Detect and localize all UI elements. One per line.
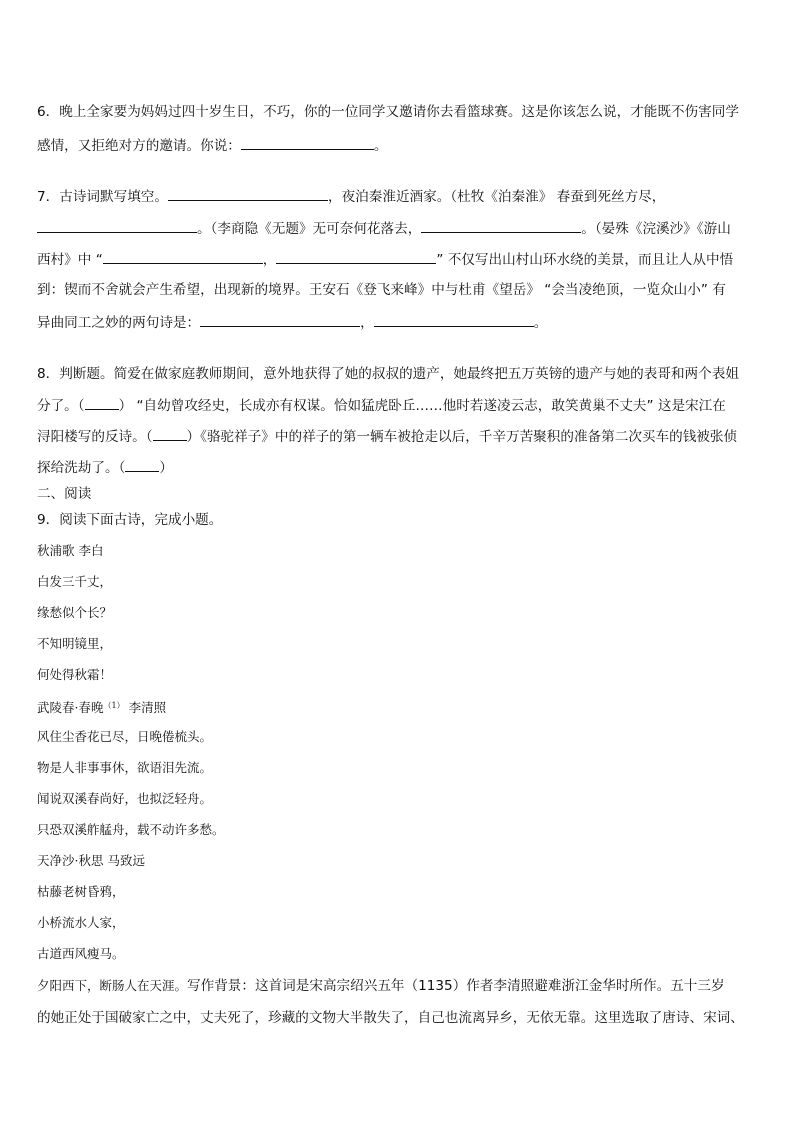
q7-text: ” 不仅写出山村山环水绕的美景，而且让人从中悟: [436, 252, 734, 268]
q7-line5: [37, 313, 759, 331]
answer-blank[interactable]: [241, 136, 374, 150]
q8-text: ）: [159, 460, 173, 476]
poem-title: 天净沙·秋思 马致远: [37, 853, 145, 868]
answer-blank[interactable]: [276, 250, 436, 264]
poem-line: 闻说双溪春尚好，也拟泛轻舟。: [37, 791, 213, 806]
poem-title-text: 武陵春·春晚: [37, 700, 104, 715]
poem-line: 缘愁似个长？: [37, 605, 113, 620]
answer-blank[interactable]: [168, 187, 328, 201]
q7-line1: [37, 187, 759, 205]
footnote-marker: （1）: [103, 701, 125, 710]
poem-line: 白发三千丈，: [37, 574, 113, 589]
poem-line: 古道西风瘦马。: [37, 946, 125, 961]
q9-intro: 9．阅读下面古诗，完成小题。: [37, 512, 223, 528]
poem-line: 夕阳西下，断肠人在天涯。: [37, 978, 188, 993]
poem-title: 秋浦歌 李白: [37, 543, 104, 558]
q7-line3: [37, 250, 759, 268]
q6-line2-end: 。: [373, 138, 388, 154]
q7-text: 异曲同工之妙的两句诗是：: [37, 315, 201, 331]
answer-blank[interactable]: [374, 313, 534, 327]
q8-text: ） “自幼曾攻经史，长成亦有权谋。恰如猛虎卧丘……他时若遂凌云志，敢笑黄巢不丈夫” 这是宋江在: [118, 398, 726, 414]
q7-text: ，: [262, 252, 277, 268]
q8-line2: [37, 397, 759, 414]
poem-line: 物是人非事事休，欲语泪先流。: [37, 760, 213, 775]
q7-heading: 7．古诗词默写填空。: [37, 189, 168, 205]
poem-line: 枯藤老树昏鸦，: [37, 884, 125, 899]
poem-line: 何处得秋霜！: [37, 667, 113, 682]
q7-text: 。（李商隐《无题》无可奈何花落去，: [197, 221, 422, 237]
q7-line4: 到：锲而不舍就会产生希望，出现新的境界。王安石《登飞来峰》中与杜甫《望岳》 “会当凌绝顶，一览众山小” 有: [37, 282, 726, 298]
q6-line1: 6．晚上全家要为妈妈过四十岁生日，不巧，你的一位同学又邀请你去看篮球赛。这是你该怎么说，才能既不伤害同学: [37, 104, 739, 120]
poem-title: [37, 699, 166, 715]
q7-text: 西村》中 “: [37, 252, 103, 268]
q7-text: 。: [533, 315, 548, 331]
q8-text: ）《骆驼祥子》中的祥子的第一辆车被抢走以后，千辛万苦聚积的准备第二次买车的钱被张侦: [186, 429, 738, 445]
judgment-blank[interactable]: [85, 397, 119, 410]
judgment-blank[interactable]: [153, 428, 187, 441]
q6-line2: [37, 136, 759, 154]
q8-text: 探给洗劫了。（: [37, 460, 126, 476]
poem-line: 风住尘香花已尽，日晚倦梳头。: [37, 729, 213, 744]
background-line2: 的她正处于国破家亡之中，丈夫死了，珍藏的文物大半散失了，自己也流离异乡，无依无靠。这里选取了唐诗、宋词、: [37, 1010, 744, 1026]
q7-text: ，夜泊秦淮近酒家。（杜牧《泊秦淮》 春蚕到死丝方尽，: [328, 189, 666, 205]
background-text: 写作背景：这首词是宋高宗绍兴五年（1135）作者李清照避难浙江金华时所作。五十三岁: [187, 978, 725, 994]
answer-blank[interactable]: [37, 219, 197, 233]
poem-author: 李清照: [128, 700, 167, 715]
poem-line: 不知明镜里，: [37, 636, 113, 651]
q8-text: 浔阳楼写的反诗。（: [37, 429, 153, 445]
q7-line2: [37, 219, 759, 237]
q8-line1: 8．判断题。简爱在做家庭教师期间，意外地获得了她的叔叔的遗产，她最终把五万英镑的遗产与她的表哥和两个表姐: [37, 366, 739, 382]
answer-blank[interactable]: [200, 313, 360, 327]
q6-line2-text: 感情，又拒绝对方的邀请。你说：: [37, 138, 241, 154]
q7-text: ，: [360, 315, 374, 331]
poem-line: 只恐双溪舴艋舟，载不动许多愁。: [37, 822, 225, 837]
poem-line: 小桥流水人家，: [37, 915, 125, 930]
answer-blank[interactable]: [103, 250, 263, 264]
q8-line4: [37, 459, 759, 476]
q8-line3: [37, 428, 759, 445]
background-line1: [37, 978, 759, 994]
section-heading: 二、阅读: [37, 486, 92, 502]
answer-blank[interactable]: [421, 219, 581, 233]
q8-text: 分了。（: [37, 398, 85, 414]
q7-text: 。（晏殊《浣溪沙》《游山: [581, 221, 731, 237]
judgment-blank[interactable]: [125, 459, 159, 472]
